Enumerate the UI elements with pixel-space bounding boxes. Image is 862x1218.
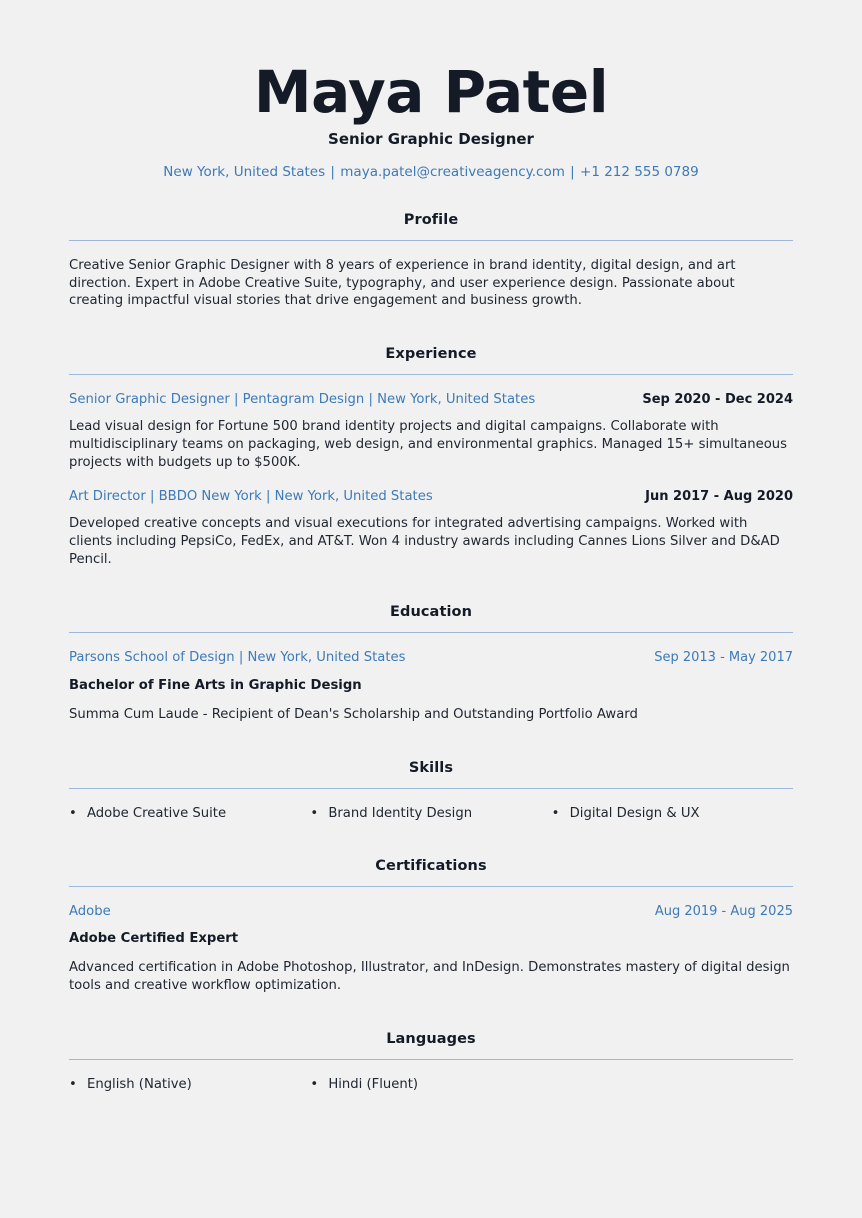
education-degree: Bachelor of Fine Arts in Graphic Design — [69, 677, 362, 693]
experience-entry-title[interactable]: Art Director | BBDO New York | New York, United States — [69, 488, 433, 504]
section-profile — [69, 212, 793, 310]
education-entry-date: Sep 2013 - May 2017 — [654, 650, 793, 666]
education-entry-header — [69, 649, 793, 666]
resume-content — [69, 58, 793, 1093]
bullet-icon: • — [69, 805, 77, 821]
experience-entry-header — [69, 391, 793, 408]
contact-email[interactable]: maya.patel@creativeagency.com — [340, 164, 565, 181]
education-entry — [69, 649, 793, 723]
certification-issuer[interactable]: Adobe — [69, 903, 111, 919]
gap-after-skills — [69, 836, 793, 858]
gap-after-certifications — [69, 1009, 793, 1031]
bullet-icon: • — [310, 805, 319, 821]
contact-phone[interactable]: +1 212 555 0789 — [580, 164, 699, 181]
skill-item — [69, 805, 310, 822]
section-certifications — [69, 858, 793, 995]
contact-location: New York, United States — [163, 164, 326, 181]
section-divider-profile — [69, 240, 793, 241]
skills-grid — [69, 805, 793, 822]
education-school[interactable]: Parsons School of Design | New York, United States — [69, 650, 406, 666]
candidate-headline: Senior Graphic Designer — [328, 130, 534, 149]
candidate-name: Maya Patel — [253, 58, 609, 126]
section-divider-skills — [69, 788, 793, 789]
section-divider-certifications — [69, 886, 793, 887]
experience-entry-title[interactable]: Senior Graphic Designer | Pentagram Design | New York, United States — [69, 392, 536, 408]
gap-after-education — [69, 738, 793, 760]
certification-entry-header — [69, 903, 793, 920]
certification-description: Advanced certification in Adobe Photoshop, Illustrator, and InDesign. Demonstrates mastery of digital design tools and creative workflow optimization. — [69, 960, 790, 993]
experience-entry-description: Developed creative concepts and visual executions for integrated advertising campaigns. Worked with clients including PepsiCo, FedEx, and AT&T. Won 4 industry awards including Cannes Lions Silver and D&AD Pencil. — [69, 516, 780, 567]
section-divider-experience — [69, 374, 793, 375]
experience-entry — [69, 391, 793, 472]
language-item-empty — [552, 1076, 793, 1093]
bullet-icon: • — [310, 1076, 319, 1092]
section-title-profile: Profile — [403, 211, 459, 228]
contact-line — [69, 164, 793, 182]
section-title-languages: Languages — [386, 1030, 476, 1047]
experience-entry-description: Lead visual design for Fortune 500 brand identity projects and digital campaigns. Collaborate with multidisciplinary teams on packaging, web design, and environmental graphics. Managed 15+ simultaneous projects with budgets up to $500K. — [69, 419, 787, 471]
language-item — [310, 1076, 551, 1093]
section-divider-education — [69, 632, 793, 633]
gap-after-experience — [69, 582, 793, 604]
contact-separator-1: | — [330, 164, 335, 181]
gap-after-profile — [69, 324, 793, 346]
experience-entry-date: Sep 2020 - Dec 2024 — [642, 392, 793, 408]
section-title-experience: Experience — [385, 346, 477, 363]
resume-header — [69, 58, 793, 182]
skill-item — [552, 805, 793, 822]
education-entry-description: Summa Cum Laude - Recipient of Dean's Scholarship and Outstanding Portfolio Award — [69, 706, 638, 722]
skill-label: Brand Identity Design — [328, 805, 473, 821]
experience-entry — [69, 488, 793, 569]
skill-item — [310, 805, 551, 822]
languages-grid — [69, 1076, 793, 1093]
profile-text: Creative Senior Graphic Designer with 8 years of experience in brand identity, digital design, and art direction. Expert in Adobe Creative Suite, typography, and user experience design. Passionate about creating impactful visual stories that drive engagement and business growth. — [69, 257, 736, 309]
section-skills — [69, 760, 793, 822]
section-title-skills: Skills — [408, 759, 454, 776]
section-title-education: Education — [389, 604, 473, 621]
skill-label: Adobe Creative Suite — [87, 805, 227, 821]
section-title-certifications: Certifications — [375, 857, 487, 874]
section-education — [69, 604, 793, 723]
certification-entry-date: Aug 2019 - Aug 2025 — [654, 903, 793, 919]
certification-entry — [69, 903, 793, 995]
section-languages — [69, 1031, 793, 1093]
experience-entry-date: Jun 2017 - Aug 2020 — [645, 488, 793, 504]
language-label: Hindi (Fluent) — [328, 1076, 419, 1092]
certification-name: Adobe Certified Expert — [69, 930, 239, 946]
skill-label: Digital Design & UX — [569, 805, 700, 821]
language-label: English (Native) — [87, 1076, 192, 1092]
contact-separator-2: | — [570, 164, 575, 181]
experience-entry-header — [69, 488, 793, 505]
section-experience — [69, 346, 793, 568]
bullet-icon: • — [69, 1076, 77, 1092]
section-divider-languages — [69, 1059, 793, 1060]
bullet-icon: • — [551, 805, 560, 821]
language-item — [69, 1076, 310, 1093]
